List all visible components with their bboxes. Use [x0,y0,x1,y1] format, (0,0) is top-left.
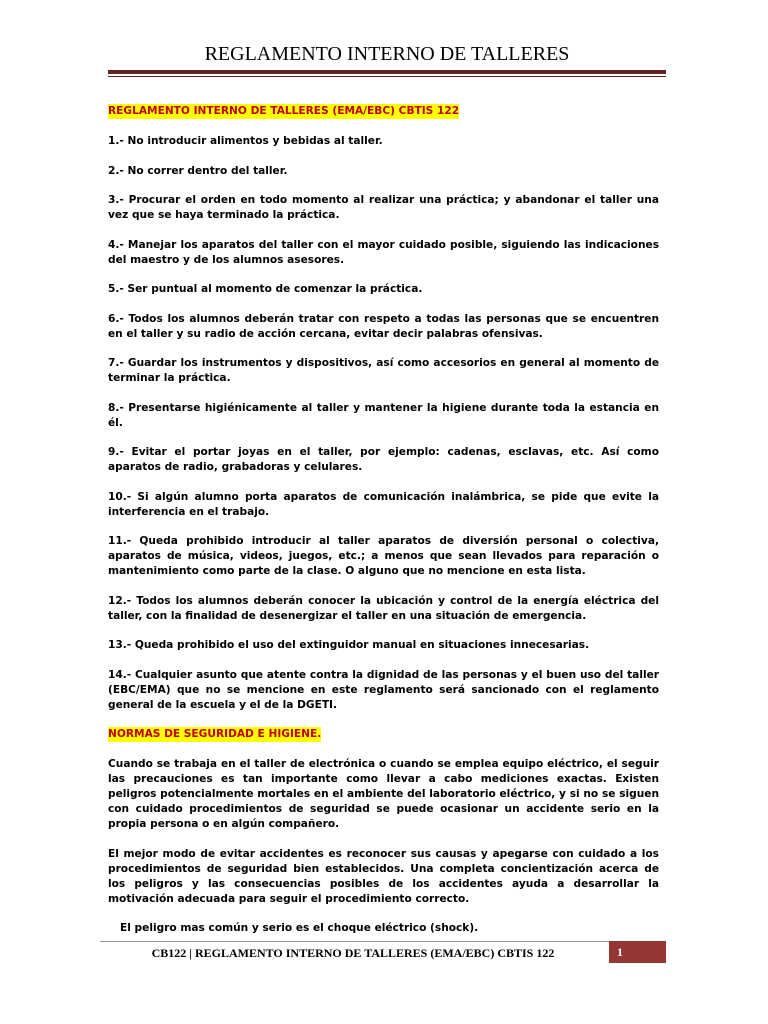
page-header-title: REGLAMENTO INTERNO DE TALLERES [204,43,570,65]
rule-item: 8.- Presentarse higiénicamente al taller y mantener la higiene durante toda la estancia en él. [108,401,659,429]
rule-item: 9.- Evitar el portar joyas en el taller, por ejemplo: cadenas, esclavas, etc. Así como aparatos de radio, grabadoras y celulares. [108,446,659,473]
rule-item: 4.- Manejar los aparatos del taller con el mayor cuidado posible, siguiendo las indicaciones del maestro y de los alumnos asesores. [108,238,659,266]
rule-item: 10.- Si algún alumno porta aparatos de comunicación inalámbrica, se pide que evite la interferencia en el trabajo. [108,490,659,518]
rule-item: 12.- Todos los alumnos deberán conocer la ubicación y control de la energía eléctrica del taller, con la finalidad de desenergizar el taller en una situación de emergencia. [108,594,659,622]
paragraph-last: El peligro mas común y serio es el choque eléctrico (shock). [120,922,479,934]
section-heading-normas: NORMAS DE SEGURIDAD E HIGIENE. [108,728,322,740]
footer-text: CB122 | REGLAMENTO INTERNO DE TALLERES (EMA/EBC) CBTIS 122 [151,946,555,960]
rule-item: 2.- No correr dentro del taller. [108,164,288,177]
rule-item: 6.- Todos los alumnos deberán tratar con respeto a todas las personas que se encuentren en el taller y su radio de acción cercana, evitar decir palabras ofensivas. [108,312,659,340]
rule-item: 13.- Queda prohibido el uso del extinguidor manual en situaciones innecesarias. [108,639,590,651]
rule-item: 5.- Ser puntual al momento de comenzar la práctica. [108,283,423,295]
rule-item: 11.- Queda prohibido introducir al taller aparatos de diversión personal o colectiva, aparatos de música, videos, juegos, etc.; a menos que sean llevados para reparación o mantenimiento como parte de la clase. O alguno que no mencione en esta lista. [108,535,659,577]
header-rule-thin [108,76,666,77]
header-rule [108,70,666,74]
rule-item: 3.- Procurar el orden en todo momento al realizar una práctica; y abandonar el taller una vez que se haya terminado la práctica. [108,194,659,221]
footer-rule [100,941,666,942]
rule-item: 1.- No introducir alimentos y bebidas al taller. [108,135,383,147]
page-number-box [609,941,666,963]
paragraph: El mejor modo de evitar accidentes es reconocer sus causas y apegarse con cuidado a los procedimientos de seguridad bien establecidos. Una completa concientización acerca de los peligros y las consecuencias posibles de los accidentes ayuda a desarrollar la motivación adecuada para seguir el procedimiento correcto. [108,847,659,905]
rule-item: 14.- Cualquier asunto que atente contra la dignidad de las personas y el buen uso del taller (EBC/EMA) que no se mencione en este reglamento será sancionado con el reglamento general de la escuela y el de la DGETI. [108,668,659,711]
rule-item: 7.- Guardar los instrumentos y dispositivos, así como accesorios en general al momento de terminar la práctica. [108,357,659,384]
paragraph: Cuando se trabaja en el taller de electrónica o cuando se emplea equipo eléctrico, el seguir las precauciones es tan importante como llevar a cabo mediciones exactas. Existen peligros potencialmente mortales en el ambiente del laboratorio eléctrico, y si no se siguen con cuidado procedimientos de seguridad se puede ocasionar un accidente serio en la propia persona o en algún compañero. [108,758,659,830]
document-body [108,104,659,936]
page-number: 1 [617,945,623,959]
section-heading-reglamento: REGLAMENTO INTERNO DE TALLERES (EMA/EBC) CBTIS 122 [108,105,460,117]
